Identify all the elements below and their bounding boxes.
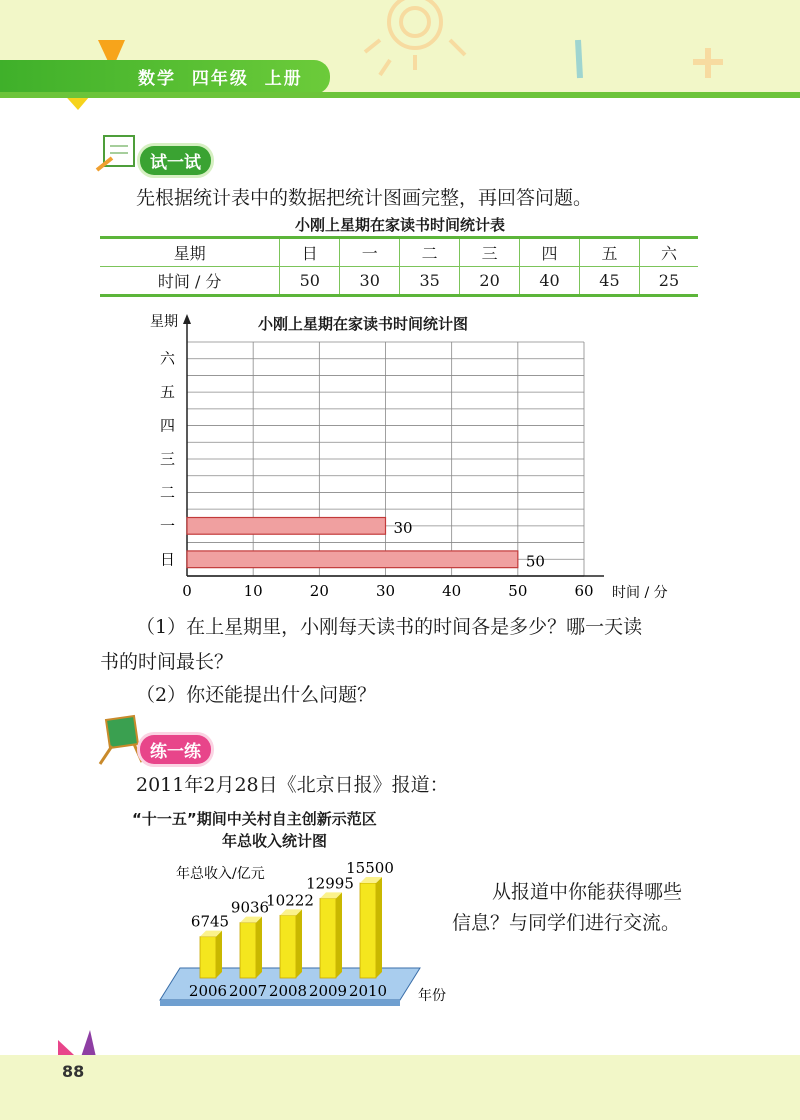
table-cell: 二 [400, 238, 460, 267]
try-badge: 试一试 [140, 146, 211, 175]
revenue-chart-title-1: “十一五”期间中关村自主创新示范区 [132, 810, 377, 828]
bar [320, 898, 336, 978]
table-cell: 四 [520, 238, 580, 267]
table-cell: 时间 / 分 [100, 267, 280, 296]
prompt-line-1: 从报道中你能获得哪些 [492, 881, 683, 903]
bottom-decor-band [0, 1055, 800, 1120]
bar-side [336, 892, 342, 978]
instruction-text: 先根据统计表中的数据把统计图画完整，再回答问题。 [136, 187, 593, 209]
y-category-label: 五 [159, 383, 175, 402]
y-category-label: 六 [159, 349, 175, 368]
x-tick-label: 10 [243, 582, 263, 600]
x-axis-label: 年份 [418, 988, 446, 1004]
x-category-label: 2007 [228, 982, 268, 1000]
data-label: 6745 [190, 912, 230, 931]
x-category-label: 2010 [348, 982, 388, 1000]
data-label: 12995 [306, 874, 354, 893]
x-tick-label: 0 [182, 582, 192, 600]
bar-chart-title: 小刚上星期在家读书时间统计图 [258, 315, 469, 333]
data-label: 15500 [346, 859, 394, 877]
y-axis-label: 星期 [150, 314, 178, 330]
header-title: 数学 四年级 上册 [138, 69, 303, 89]
table-cell: 30 [340, 267, 400, 296]
table-cell: 日 [280, 238, 340, 267]
revenue-chart-title-2: 年总收入统计图 [222, 832, 328, 850]
question-1-line-1: （1）在上星期里，小刚每天读书的时间各是多少？哪一天读 [136, 616, 643, 638]
practice-badge: 练一练 [140, 735, 211, 764]
question-2: （2）你还能提出什么问题？ [136, 684, 377, 706]
y-category-label: 四 [159, 416, 175, 435]
prompt-line-2: 信息？与同学们进行交流。 [452, 912, 681, 934]
bar-side [296, 909, 302, 978]
y-category-label: 一 [159, 516, 175, 535]
bar [280, 915, 296, 978]
y-axis-label: 年总收入/亿元 [176, 866, 265, 882]
x-tick-label: 50 [508, 582, 528, 600]
x-category-label: 2006 [188, 982, 228, 1000]
y-category-label: 二 [159, 483, 175, 502]
x-category-label: 2008 [268, 982, 308, 1000]
x-tick-label: 30 [375, 582, 396, 600]
y-category-label: 三 [159, 450, 175, 468]
bar-side [256, 917, 262, 978]
x-tick-label: 20 [309, 582, 329, 600]
table-cell: 一 [340, 238, 400, 267]
bar-side [376, 877, 382, 978]
x-tick-label: 40 [442, 582, 462, 600]
table-cell: 三 [460, 238, 520, 267]
chart-base-edge [160, 1000, 400, 1006]
table-cell: 35 [400, 267, 460, 296]
bar [200, 937, 216, 978]
x-category-label: 2009 [308, 982, 348, 1000]
table-cell: 六 [639, 238, 698, 267]
x-tick-label: 60 [574, 582, 594, 600]
bar [240, 923, 256, 978]
bar [360, 883, 376, 978]
page-number: 88 [62, 1062, 85, 1081]
stat-table-title: 小刚上星期在家读书时间统计表 [294, 216, 505, 234]
data-label: 9036 [230, 898, 270, 917]
data-label: 10222 [266, 891, 314, 910]
report-text: 2011年2月28日《北京日报》报道： [136, 774, 449, 796]
question-1-line-2: 书的时间最长？ [100, 651, 234, 673]
table-cell: 45 [580, 267, 640, 296]
bar-side [216, 931, 222, 978]
y-category-label: 日 [159, 550, 175, 569]
table-cell: 五 [580, 238, 640, 267]
data-label: 50 [525, 552, 545, 571]
data-label: 30 [393, 518, 413, 537]
table-cell: 20 [460, 267, 520, 296]
table-cell: 40 [520, 267, 580, 296]
x-axis-label: 时间 / 分 [612, 585, 668, 601]
table-cell: 25 [639, 267, 698, 296]
table-cell: 星期 [100, 238, 280, 267]
table-cell: 50 [280, 267, 340, 296]
